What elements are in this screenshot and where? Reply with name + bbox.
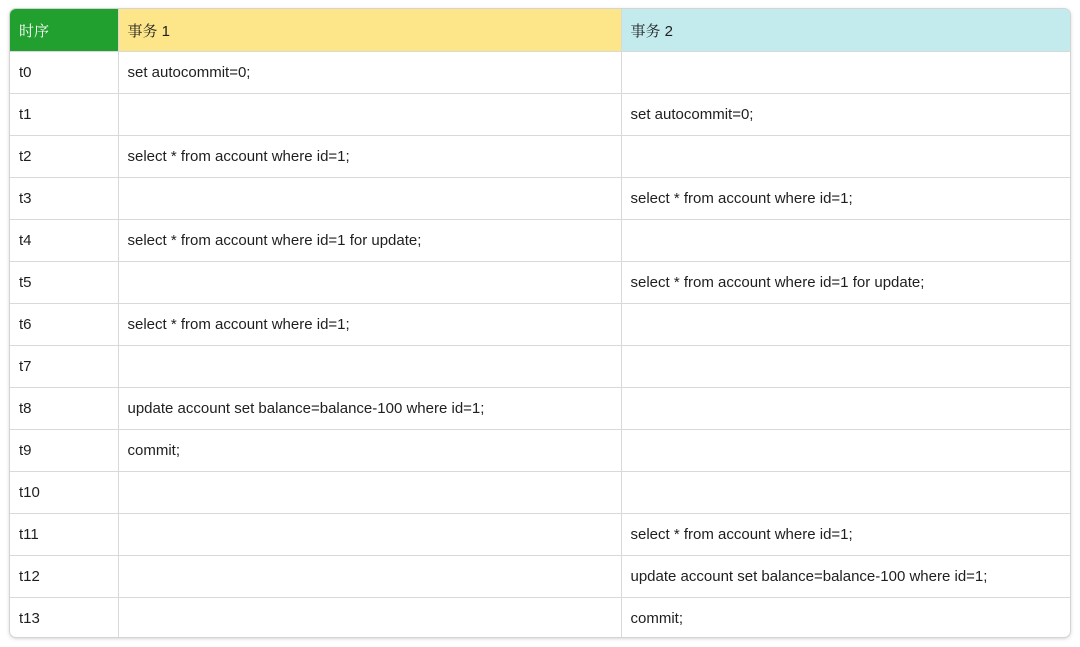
- transaction-2-cell: commit;: [630, 610, 683, 627]
- transaction-1-cell: select * from account where id=1;: [118, 304, 621, 346]
- transaction-2-cell: [621, 430, 1070, 472]
- time-cell: t4: [10, 220, 118, 262]
- transaction-1-cell: commit;: [118, 430, 621, 472]
- transaction-1-cell: [118, 514, 621, 556]
- time-cell: t9: [10, 430, 118, 472]
- table-row: [10, 388, 1070, 430]
- transaction-2-cell: [621, 346, 1070, 388]
- table-row: [10, 346, 1070, 388]
- table-row: [10, 430, 1070, 472]
- transaction-2-cell: [621, 52, 1070, 94]
- transaction-1-cell: set autocommit=0;: [118, 52, 621, 94]
- transaction-1-cell: [118, 472, 621, 514]
- time-cell: t6: [10, 304, 118, 346]
- time-cell: t13: [10, 598, 118, 638]
- table-row: [10, 598, 1070, 638]
- transaction-2-cell: update account set balance=balance-100 where id=1;: [621, 556, 1070, 598]
- transaction-1-cell: [118, 94, 621, 136]
- table-row: [10, 220, 1070, 262]
- transaction-2-cell: set autocommit=0;: [621, 94, 1070, 136]
- time-cell: t12: [10, 556, 118, 598]
- transaction-1-cell: [118, 346, 621, 388]
- transaction-1-cell: [118, 598, 621, 638]
- time-cell: t2: [10, 136, 118, 178]
- transaction-1-cell: [118, 556, 621, 598]
- header-transaction-1: 事务 1: [118, 9, 621, 52]
- table-row: [10, 94, 1070, 136]
- transaction-2-cell: select * from account where id=1 for update;: [621, 262, 1070, 304]
- table-row: [10, 304, 1070, 346]
- table-row: [10, 262, 1070, 304]
- time-cell: t10: [10, 472, 118, 514]
- header-time: 时序: [10, 9, 118, 52]
- time-cell: t8: [10, 388, 118, 430]
- transaction-2-cell: select * from account where id=1;: [621, 514, 1070, 556]
- transaction-1-cell: update account set balance=balance-100 where id=1;: [118, 388, 621, 430]
- time-cell: t11: [10, 514, 118, 556]
- time-cell: t0: [10, 52, 118, 94]
- table-row: [10, 136, 1070, 178]
- transaction-2-cell: [621, 388, 1070, 430]
- table-header-row: [10, 9, 1070, 52]
- header-transaction-2: 事务 2: [621, 9, 1070, 52]
- transaction-1-cell: [118, 262, 621, 304]
- table-row: [10, 52, 1070, 94]
- transaction-1-cell: select * from account where id=1 for update;: [118, 220, 621, 262]
- transaction-timeline-card: [10, 9, 1070, 637]
- transaction-2-cell: [621, 220, 1070, 262]
- transaction-1-cell: [118, 178, 621, 220]
- table-row: [10, 514, 1070, 556]
- transaction-2-cell: [621, 136, 1070, 178]
- time-cell: t5: [10, 262, 118, 304]
- time-cell: t1: [10, 94, 118, 136]
- transaction-2-cell: select * from account where id=1;: [621, 178, 1070, 220]
- transaction-1-cell: select * from account where id=1;: [118, 136, 621, 178]
- transaction-2-cell: [621, 472, 1070, 514]
- table-row: [10, 472, 1070, 514]
- time-cell: t7: [10, 346, 118, 388]
- table-row: [10, 556, 1070, 598]
- table-row: [10, 178, 1070, 220]
- time-cell: t3: [10, 178, 118, 220]
- transaction-table: [10, 9, 1070, 637]
- transaction-2-cell: [621, 304, 1070, 346]
